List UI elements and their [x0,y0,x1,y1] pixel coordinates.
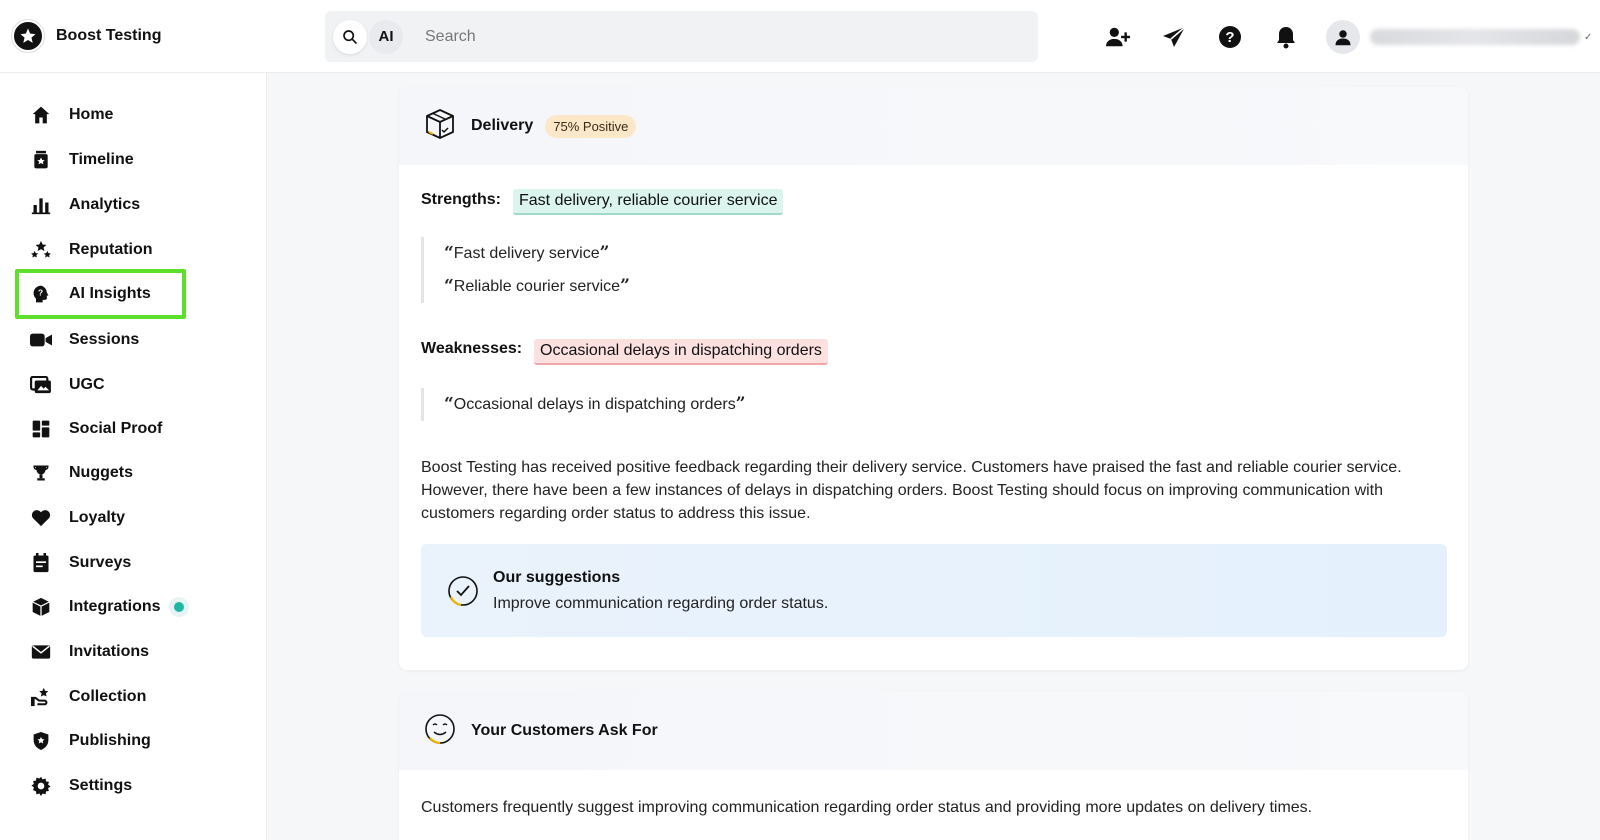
delivery-summary: Boost Testing has received positive feedback regarding their delivery service. Customers have praised the fast and reliable courier service. However, there have been a few instances of delays in dispatching orders. Boost Testing should focus on improving communication with customers regarding order status to address this issue. [421,459,1402,522]
quote-item: “Reliable courier service” [444,276,630,296]
sidebar-item-analytics[interactable] [18,183,183,227]
shield-icon [30,730,52,752]
customers-ask-header [399,692,1468,770]
weaknesses-chip: Occasional delays in dispatching orders [534,339,828,365]
brand-logo-icon [12,20,44,52]
sidebar-item-publishing[interactable] [18,719,183,763]
sidebar-item-label: Loyalty [69,509,126,526]
collection-icon [30,686,52,708]
sidebar-item-label: Nuggets [69,464,133,481]
grid-icon [30,418,52,440]
sidebar [0,73,267,840]
video-icon [30,329,52,351]
customers-ask-card [399,692,1468,840]
sidebar-item-label: Reputation [69,241,153,258]
ai-search-toggle[interactable]: AI [369,20,403,54]
sidebar-item-label: Surveys [69,554,132,571]
delivery-card [399,87,1468,670]
card-title: Delivery [471,117,534,134]
top-bar [0,0,1600,73]
suggestions-body: Improve communication regarding order status. [493,594,829,612]
home-icon [30,104,52,126]
sidebar-item-integrations[interactable] [18,585,218,629]
sidebar-item-label: Sessions [69,331,140,348]
help-icon[interactable] [1212,19,1248,55]
weaknesses-label: Weaknesses: [421,340,523,357]
strength-quotes [421,237,630,303]
brand[interactable] [12,20,161,52]
delivery-card-header [399,87,1468,165]
cube-icon [30,596,52,618]
search-icon[interactable] [333,20,367,54]
sidebar-item-home[interactable] [18,93,183,137]
sidebar-item-timeline[interactable] [18,138,183,182]
box-icon [424,108,456,145]
status-badge [169,597,189,617]
sidebar-item-label: Timeline [69,151,134,168]
smile-face-icon [424,713,456,750]
card-title: Your Customers Ask For [471,722,658,739]
suggestions-title: Our suggestions [493,568,621,586]
send-icon[interactable] [1156,19,1192,55]
timeline-icon [30,149,52,171]
sidebar-item-label: Publishing [69,732,151,749]
brain-icon [30,283,52,305]
strengths-label: Strengths: [421,191,501,208]
avatar[interactable] [1326,20,1360,54]
customers-ask-body: Customers frequently suggest improving communication regarding order status and providing more updates on delivery times. [421,799,1313,816]
weakness-quotes [421,388,746,421]
envelope-icon [30,641,52,663]
sidebar-item-collection[interactable] [18,675,183,719]
stars-icon [30,239,52,261]
svg-text:?: ? [1225,29,1235,46]
sidebar-item-ugc[interactable] [18,363,183,407]
sidebar-item-label: UGC [69,376,105,393]
brand-name: Boost Testing [56,27,162,44]
sidebar-item-label: Integrations [69,598,161,615]
search-bar[interactable] [325,11,1038,62]
sidebar-item-label: Home [69,106,114,123]
sidebar-item-label: Settings [69,777,133,794]
suggestions-box [421,544,1447,637]
check-circle-icon [447,575,479,607]
sidebar-item-reputation[interactable] [18,228,183,272]
trophy-icon [30,462,52,484]
sidebar-item-label: Invitations [69,643,150,660]
sidebar-item-invitations[interactable] [18,630,183,674]
sidebar-item-label: Analytics [69,196,141,213]
bar-chart-icon [30,194,52,216]
search-input[interactable]: Search [425,27,476,45]
quote-item: “Fast delivery service” [444,243,610,263]
gear-icon [30,775,52,797]
bell-icon[interactable] [1268,19,1304,55]
sidebar-item-surveys[interactable] [18,541,183,585]
sidebar-item-loyalty[interactable] [18,496,183,540]
sidebar-item-label: Collection [69,688,147,705]
sidebar-item-ai-insights[interactable] [15,269,186,319]
calendar-icon [30,552,52,574]
sidebar-item-settings[interactable] [18,764,183,808]
account-email-blurred[interactable] [1370,29,1580,45]
heart-icon [30,507,52,529]
sidebar-item-sessions[interactable] [18,318,183,362]
sidebar-item-social-proof[interactable] [18,407,183,451]
sidebar-item-nuggets[interactable] [18,451,183,495]
sidebar-item-label: Social Proof [69,420,163,437]
sentiment-badge: 75% Positive [545,115,636,138]
chevron-down-icon[interactable]: ✓ [1584,31,1593,43]
sidebar-item-label: AI Insights [69,285,151,302]
add-user-icon[interactable] [1100,19,1136,55]
quote-item: “Occasional delays in dispatching orders” [444,394,746,414]
strengths-chip: Fast delivery, reliable courier service [513,189,783,215]
photo-icon [30,374,52,396]
svg-text:?: ? [38,287,44,298]
